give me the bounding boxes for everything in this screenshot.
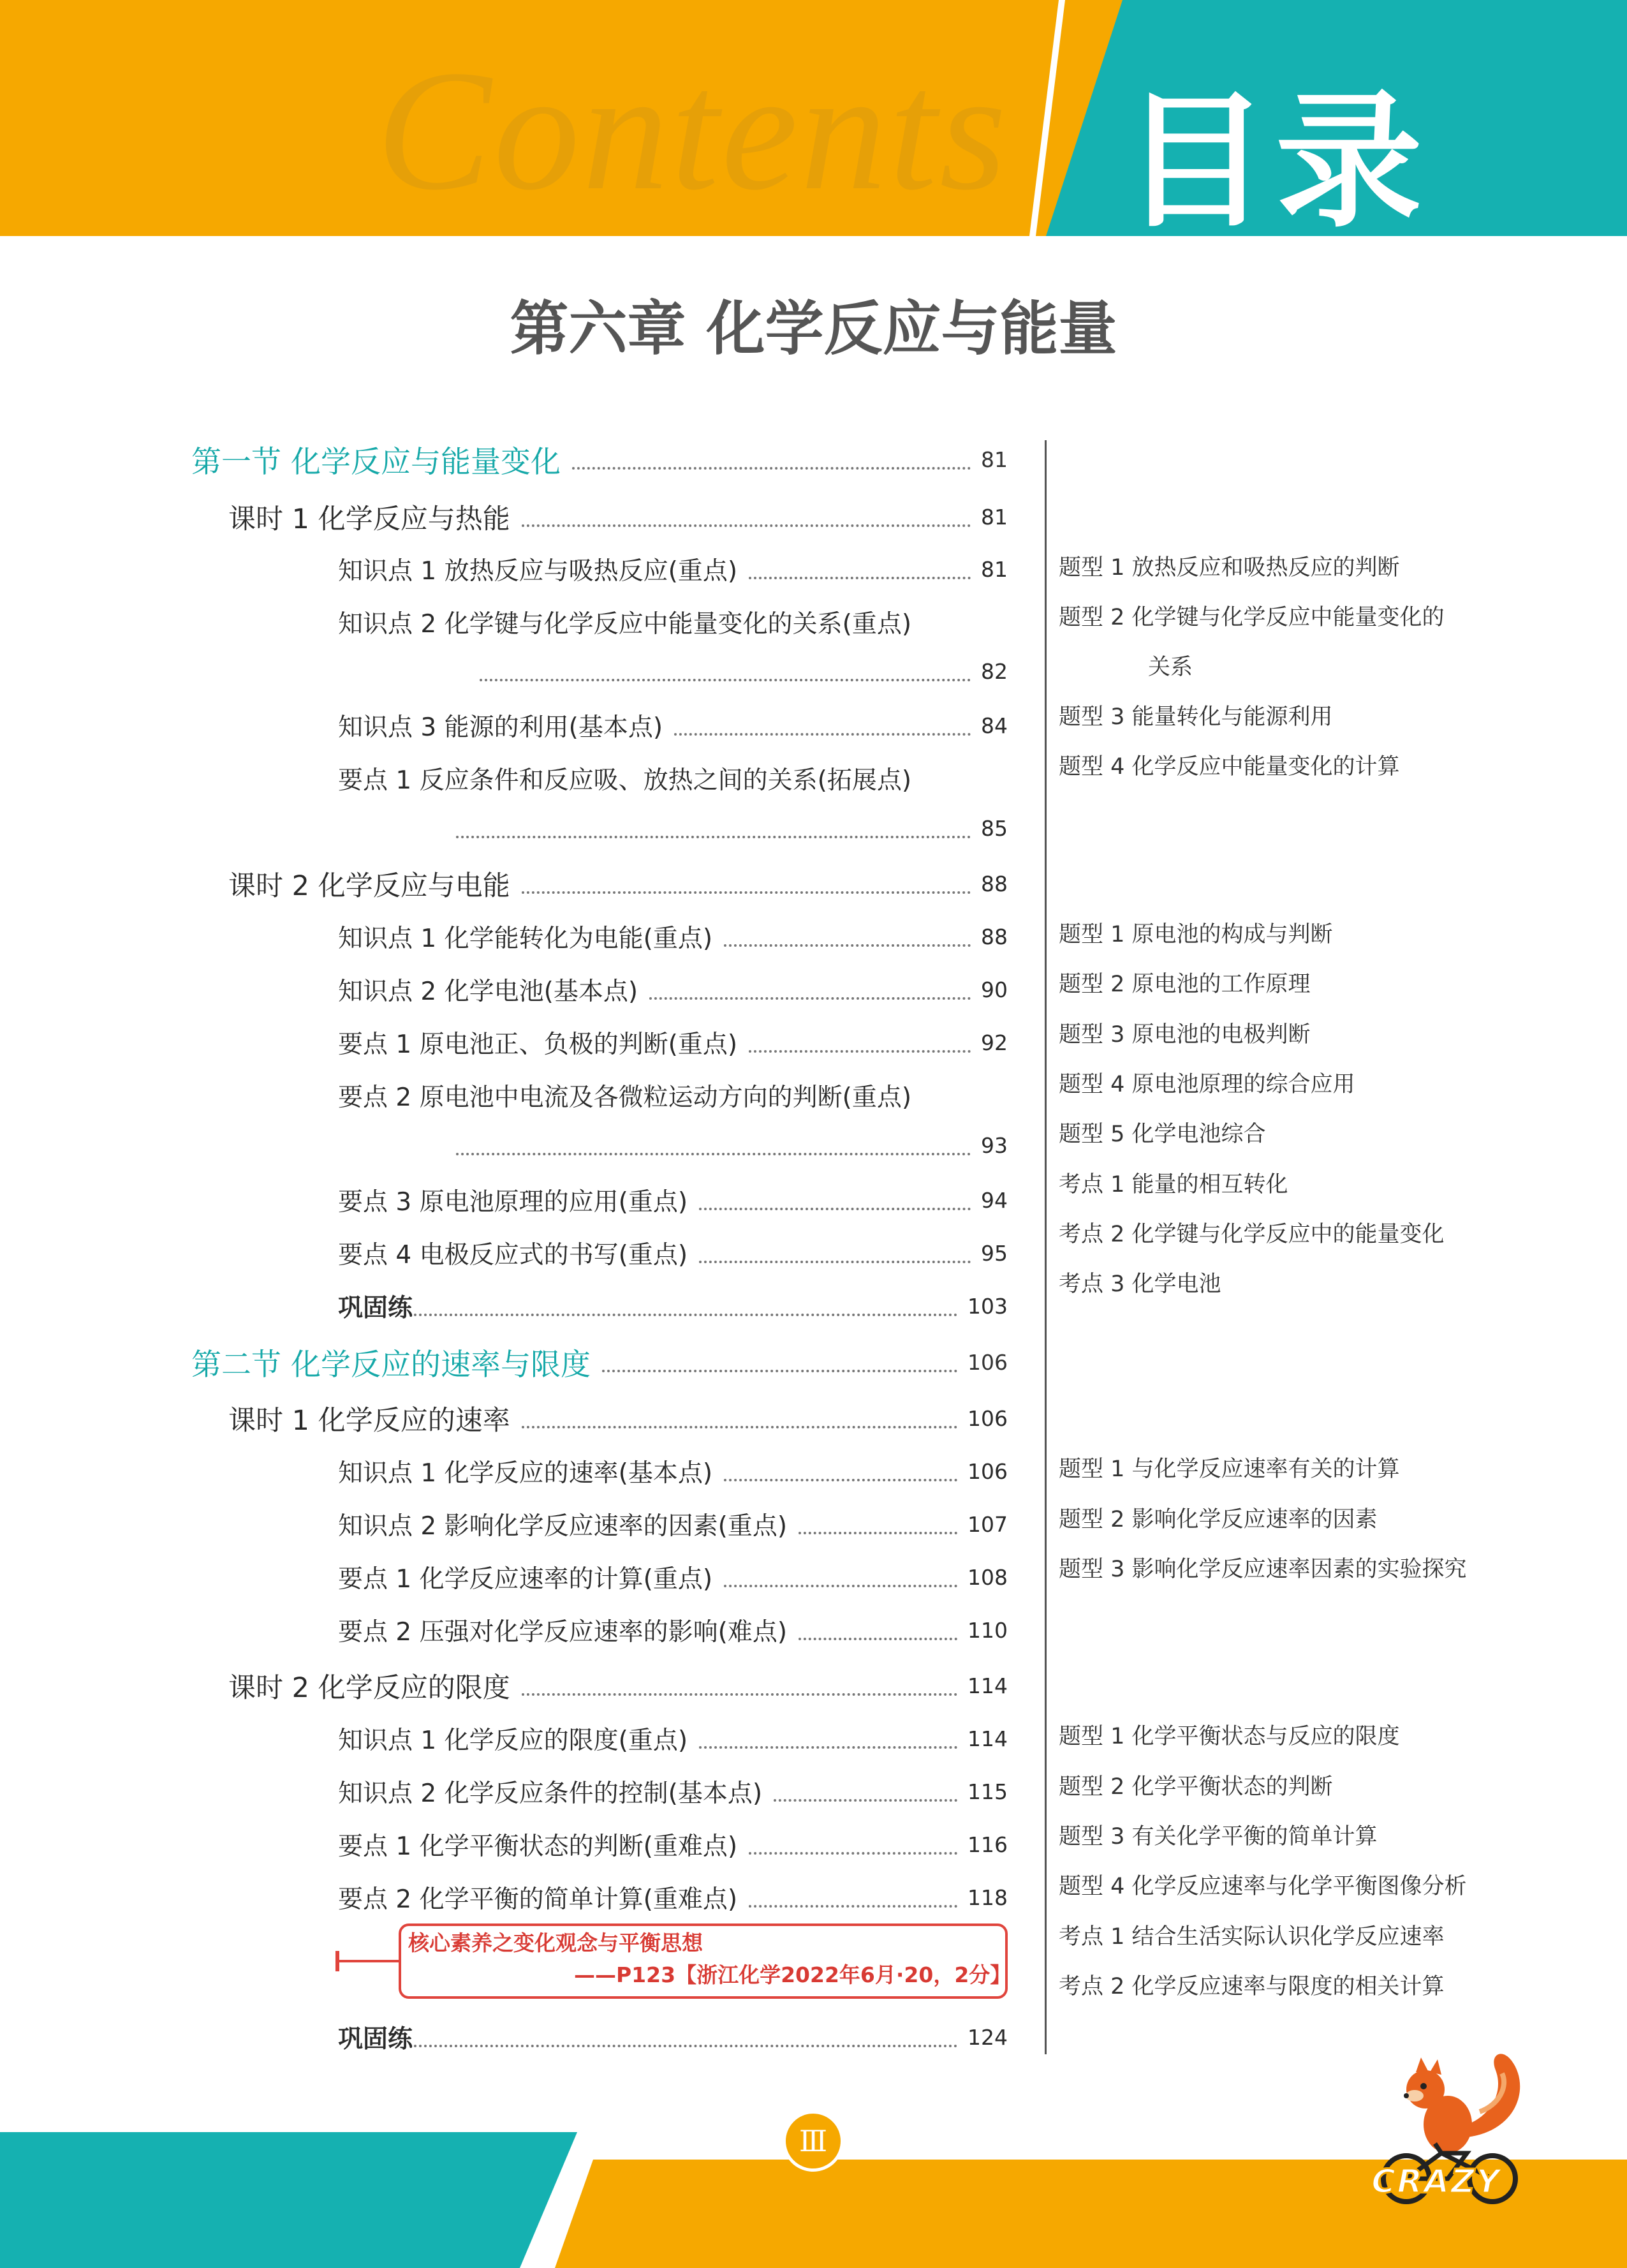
question-type-item[interactable]: 题型 2 化学平衡状态的判断 [1059, 1774, 1333, 1800]
chapter-title: 第六章 化学反应与能量 [510, 294, 1117, 363]
leader-dots [724, 944, 971, 947]
toc-section[interactable] [191, 1340, 1008, 1384]
question-type-item[interactable]: 题型 1 与化学反应速率有关的计算 [1059, 1456, 1400, 1482]
leader-dots [749, 1852, 957, 1855]
leader-dots [522, 524, 971, 527]
toc-label: 课时 2 化学反应的限度 [228, 1671, 510, 1704]
leader-dots [522, 1693, 957, 1696]
exam-point-item[interactable]: 考点 1 能量的相互转化 [1059, 1172, 1288, 1197]
question-type-item[interactable]: 题型 1 原电池的构成与判断 [1059, 922, 1333, 947]
question-type-item[interactable]: 题型 3 能量转化与能源利用 [1059, 704, 1333, 730]
toc-page: 124 [968, 2024, 1008, 2050]
toc-item-practice[interactable] [338, 1284, 1008, 1328]
toc-page: 94 [981, 1187, 1008, 1213]
leader-dots [699, 1746, 957, 1749]
toc-label: 知识点 2 化学键与化学反应中能量变化的关系(重点) [338, 610, 912, 639]
toc-page: 90 [981, 977, 1008, 1002]
toc-item[interactable] [338, 1502, 1008, 1546]
toc-lesson[interactable] [228, 1663, 1008, 1708]
toc-item[interactable] [338, 1178, 1008, 1222]
toc-label: 要点 1 化学平衡状态的判断(重难点) [338, 1832, 738, 1861]
toc-label: 要点 1 反应条件和反应吸、放热之间的关系(拓展点) [338, 766, 912, 795]
toc-label: 要点 2 压强对化学反应速率的影响(难点) [338, 1618, 788, 1647]
toc-label: 要点 4 电极反应式的书写(重点) [338, 1241, 688, 1270]
leader-dots [749, 1905, 957, 1908]
toc-item[interactable] [338, 547, 1008, 591]
leader-dots [572, 467, 971, 470]
leader-dots [480, 679, 971, 681]
toc-item[interactable] [338, 914, 1008, 959]
toc-label: 课时 2 化学反应与电能 [228, 870, 510, 902]
toc-item[interactable] [338, 1769, 1008, 1814]
leader-dots [602, 1370, 957, 1372]
leader-dots [799, 1532, 957, 1534]
leader-dots [522, 1426, 957, 1428]
toc-page: 88 [981, 924, 1008, 949]
toc-item[interactable] [338, 1716, 1008, 1761]
footer-teal-band [0, 2132, 577, 2268]
toc-item[interactable] [338, 1231, 1008, 1275]
leader-dots [774, 1799, 957, 1802]
toc-page: 84 [981, 713, 1008, 738]
question-type-item[interactable]: 题型 3 影响化学反应速率因素的实验探究 [1059, 1557, 1467, 1582]
toc-page: 108 [968, 1564, 1008, 1590]
toc-label: 知识点 2 化学反应条件的控制(基本点) [338, 1779, 763, 1808]
toc-lesson[interactable] [228, 1396, 1008, 1441]
leader-dots [724, 1585, 957, 1587]
toc-label: 课时 1 化学反应与热能 [228, 503, 510, 535]
leader-dots [699, 1208, 971, 1210]
toc-page: 106 [968, 1405, 1008, 1431]
exam-point-item[interactable]: 考点 2 化学键与化学反应中的能量变化 [1059, 1222, 1445, 1247]
question-type-item[interactable]: 题型 2 原电池的工作原理 [1059, 972, 1311, 997]
toc-label: 知识点 1 化学能转化为电能(重点) [338, 924, 713, 953]
callout-connector-line [337, 1960, 399, 1962]
question-type-item[interactable]: 题型 1 放热反应和吸热反应的判断 [1059, 555, 1400, 581]
leader-dots [414, 1314, 957, 1316]
toc-page: 110 [968, 1617, 1008, 1643]
toc-label: 巩固练 [338, 2025, 413, 2054]
question-type-item-continuation[interactable]: 关系 [1148, 655, 1193, 680]
callout-title: 核心素养之变化观念与平衡思想 [408, 1931, 703, 1955]
contents-watermark: Contents [376, 35, 1010, 226]
callout-reference: ——P123【浙江化学2022年6月·20，2分】 [574, 1962, 1012, 1987]
toc-page: 106 [968, 1458, 1008, 1484]
leader-dots [799, 1638, 957, 1640]
toc-page: 88 [981, 871, 1008, 896]
exam-point-item[interactable]: 考点 1 结合生活实际认识化学反应速率 [1059, 1924, 1445, 1950]
mascot-logo-text: CRAZY [1371, 2163, 1501, 2201]
toc-lesson[interactable] [228, 861, 1008, 906]
toc-label: 知识点 1 放热反应与吸热反应(重点) [338, 557, 738, 586]
leader-dots [522, 891, 971, 894]
question-type-item[interactable]: 题型 1 化学平衡状态与反应的限度 [1059, 1724, 1400, 1749]
toc-label: 知识点 2 影响化学反应速率的因素(重点) [338, 1512, 788, 1541]
toc-page: 103 [968, 1293, 1008, 1319]
toc-label: 要点 3 原电池原理的应用(重点) [338, 1188, 688, 1217]
toc-item-continuation[interactable] [456, 809, 1008, 847]
toc-label: 知识点 3 能源的利用(基本点) [338, 713, 663, 742]
toc-label: 知识点 1 化学反应的速率(基本点) [338, 1459, 713, 1488]
page-title: 目录 [1123, 77, 1429, 248]
leader-dots [699, 1261, 971, 1263]
toc-item[interactable] [338, 1608, 1008, 1652]
leader-dots [456, 836, 971, 838]
toc-page: 81 [981, 447, 1008, 472]
toc-label: 要点 1 原电池正、负极的判断(重点) [338, 1030, 738, 1059]
toc-page: 85 [981, 815, 1008, 841]
toc-page: 93 [981, 1132, 1008, 1158]
toc-label: 知识点 1 化学反应的限度(重点) [338, 1726, 688, 1755]
toc-page: 106 [968, 1349, 1008, 1375]
leader-dots [649, 997, 971, 1000]
toc-label: 知识点 2 化学电池(基本点) [338, 977, 638, 1006]
toc-label: 课时 1 化学反应的速率 [228, 1404, 510, 1437]
toc-page: 95 [981, 1240, 1008, 1266]
question-type-item[interactable]: 题型 3 有关化学平衡的简单计算 [1059, 1824, 1378, 1849]
exam-point-item[interactable]: 考点 3 化学电池 [1059, 1271, 1221, 1297]
question-type-item[interactable]: 题型 4 原电池原理的综合应用 [1059, 1072, 1355, 1097]
toc-page: 81 [981, 556, 1008, 582]
toc-item[interactable] [338, 1555, 1008, 1599]
question-type-item[interactable]: 题型 4 化学反应速率与化学平衡图像分析 [1059, 1874, 1467, 1899]
toc-page: 114 [968, 1673, 1008, 1698]
leader-dots [724, 1479, 957, 1481]
toc-item[interactable] [338, 1822, 1008, 1867]
toc-page: 92 [981, 1030, 1008, 1055]
toc-page: 82 [981, 658, 1008, 684]
toc-item[interactable] [338, 756, 1008, 801]
leader-dots [749, 1050, 971, 1053]
question-type-item[interactable]: 题型 2 化学键与化学反应中能量变化的 [1059, 605, 1445, 630]
toc-label: 第一节 化学反应与能量变化 [191, 444, 561, 480]
toc-item-continuation[interactable] [480, 652, 1008, 690]
page-number-badge: Ⅲ [783, 2110, 844, 2172]
toc-item-practice[interactable] [338, 2015, 1008, 2059]
toc-item[interactable] [338, 703, 1008, 748]
toc-page: 81 [981, 504, 1008, 530]
toc-item[interactable] [338, 1020, 1008, 1065]
leader-dots [414, 2045, 957, 2047]
leader-dots [749, 577, 971, 579]
toc-page: 114 [968, 1726, 1008, 1751]
toc-item[interactable] [338, 967, 1008, 1012]
question-type-item[interactable]: 题型 5 化学电池综合 [1059, 1122, 1266, 1147]
toc-lesson[interactable] [228, 494, 1008, 539]
leader-dots [456, 1153, 971, 1155]
question-type-item[interactable]: 题型 3 原电池的电极判断 [1059, 1022, 1311, 1048]
toc-label: 要点 1 化学反应速率的计算(重点) [338, 1565, 713, 1594]
leader-dots [674, 733, 971, 736]
question-type-item[interactable]: 题型 2 影响化学反应速率的因素 [1059, 1507, 1378, 1532]
toc-label: 要点 2 化学平衡的简单计算(重难点) [338, 1885, 738, 1914]
toc-page: 116 [968, 1832, 1008, 1857]
toc-item[interactable] [338, 1449, 1008, 1493]
toc-page: 107 [968, 1511, 1008, 1537]
column-divider [1045, 440, 1047, 2054]
toc-item-continuation[interactable] [456, 1126, 1008, 1164]
exam-point-item[interactable]: 考点 2 化学反应速率与限度的相关计算 [1059, 1974, 1445, 1999]
toc-label: 巩固练 [338, 1294, 413, 1323]
question-type-item[interactable]: 题型 4 化学反应中能量变化的计算 [1059, 754, 1400, 780]
toc-label: 要点 2 原电池中电流及各微粒运动方向的判断(重点) [338, 1083, 912, 1112]
toc-page: 118 [968, 1885, 1008, 1910]
toc-item[interactable] [338, 1875, 1008, 1920]
toc-label: 第二节 化学反应的速率与限度 [191, 1347, 591, 1382]
toc-page: 115 [968, 1779, 1008, 1804]
toc-item[interactable] [338, 600, 1008, 644]
toc-section[interactable] [191, 437, 1008, 482]
toc-item[interactable] [338, 1073, 1008, 1118]
